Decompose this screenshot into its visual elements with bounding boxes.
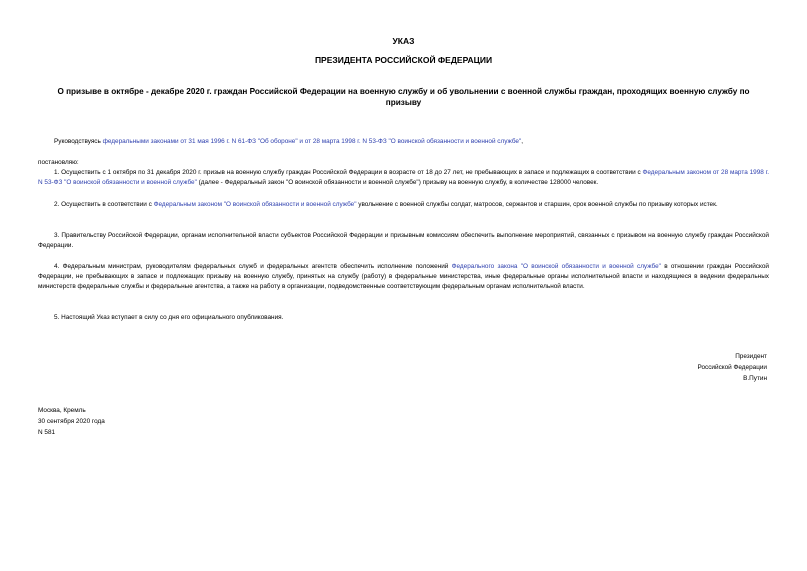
laws-link[interactable]: федеральными законами от 31 мая 1996 г. N 61-ФЗ "Об обороне" и от 28 марта 1998 г. N 53-ФЗ "О воинской обязанности и военной службе": [102, 138, 522, 145]
signature-block: [567, 351, 767, 384]
document-issuer: ПРЕЗИДЕНТА РОССИЙСКОЙ ФЕДЕРАЦИИ: [314, 55, 493, 65]
federal-law-link-2[interactable]: Федеральным законом "О воинской обязанности и военной службе": [153, 201, 357, 208]
paragraph-1-text: 1. Осуществить с 1 октября по 31 декабря 2020 г. призыв на военную службу граждан Российской Федерации в возрасте от 18 до 27 лет, не пребывающих в запасе и подлежащих в соответствии с: [54, 169, 643, 176]
signature-country: Российской Федерации: [697, 364, 767, 371]
paragraph-4-text-end: в отношении граждан Российской Федерации, не пребывающих в запасе и подлежащих призыву на военную службу, принятых на службу (работу) в федеральные министерства, иные федеральные органы исполнительной власти и находящиеся в ведении федеральных министерств федеральные службы и федеральные агентства, а также на работу в организации, подведомственные соответствующим федеральным органам исполнительной власти.: [38, 263, 769, 290]
preamble-text-end: ,: [521, 138, 524, 145]
federal-law-link-3[interactable]: Федерального закона "О воинской обязанности и военной службе": [451, 263, 661, 270]
paragraph-4: [38, 262, 769, 292]
paragraph-4-text: 4. Федеральным министрам, руководителям федеральных служб и федеральных агентств обеспечить исполнение положений: [54, 263, 452, 270]
preamble-paragraph: [38, 137, 769, 147]
paragraph-3: [38, 231, 769, 251]
place-city: Москва, Кремль: [38, 407, 86, 414]
paragraph-2-text: 2. Осуществить в соответствии с: [54, 201, 154, 208]
paragraph-5: [38, 313, 769, 323]
paragraph-3-text: 3. Правительству Российской Федерации, органам исполнительной власти субъектов Российской Федерации и призывным комиссиям обеспечить выполнение мероприятий, связанных с призывом на военную службу граждан Российской Федерации.: [38, 232, 769, 249]
paragraph-1: [38, 168, 769, 188]
signature-name: В.Путин: [743, 375, 767, 382]
preamble-text: Руководствуясь: [54, 138, 103, 145]
document-date: 30 сентября 2020 года: [38, 418, 105, 425]
paragraph-1-text-end: (далее - Федеральный закон "О воинской обязанности и военной службе") призыву на военную службу, в количестве 128000 человек.: [196, 179, 599, 186]
resolve-text: постановляю:: [38, 159, 79, 166]
paragraph-5-text: 5. Настоящий Указ вступает в силу со дня его официального опубликования.: [54, 314, 284, 321]
document-number: N 581: [38, 429, 56, 436]
document-subject: О призыве в октябре - декабре 2020 г. граждан Российской Федерации на военную службу и об увольнении с военной службы граждан, проходящих военную службу по призыву: [57, 87, 750, 107]
paragraph-2: [38, 200, 769, 210]
place-date-block: [38, 405, 238, 438]
paragraph-2-text-end: увольнение с военной службы солдат, матросов, сержантов и старшин, срок военной службы по призыву которых истек.: [356, 201, 718, 208]
document-title: УКАЗ: [392, 36, 415, 46]
federal-law-link[interactable]: Федеральным законом от 28 марта 1998 г. N 53-ФЗ "О воинской обязанности и военной службе": [38, 169, 769, 186]
signature-title: Президент: [735, 353, 767, 360]
